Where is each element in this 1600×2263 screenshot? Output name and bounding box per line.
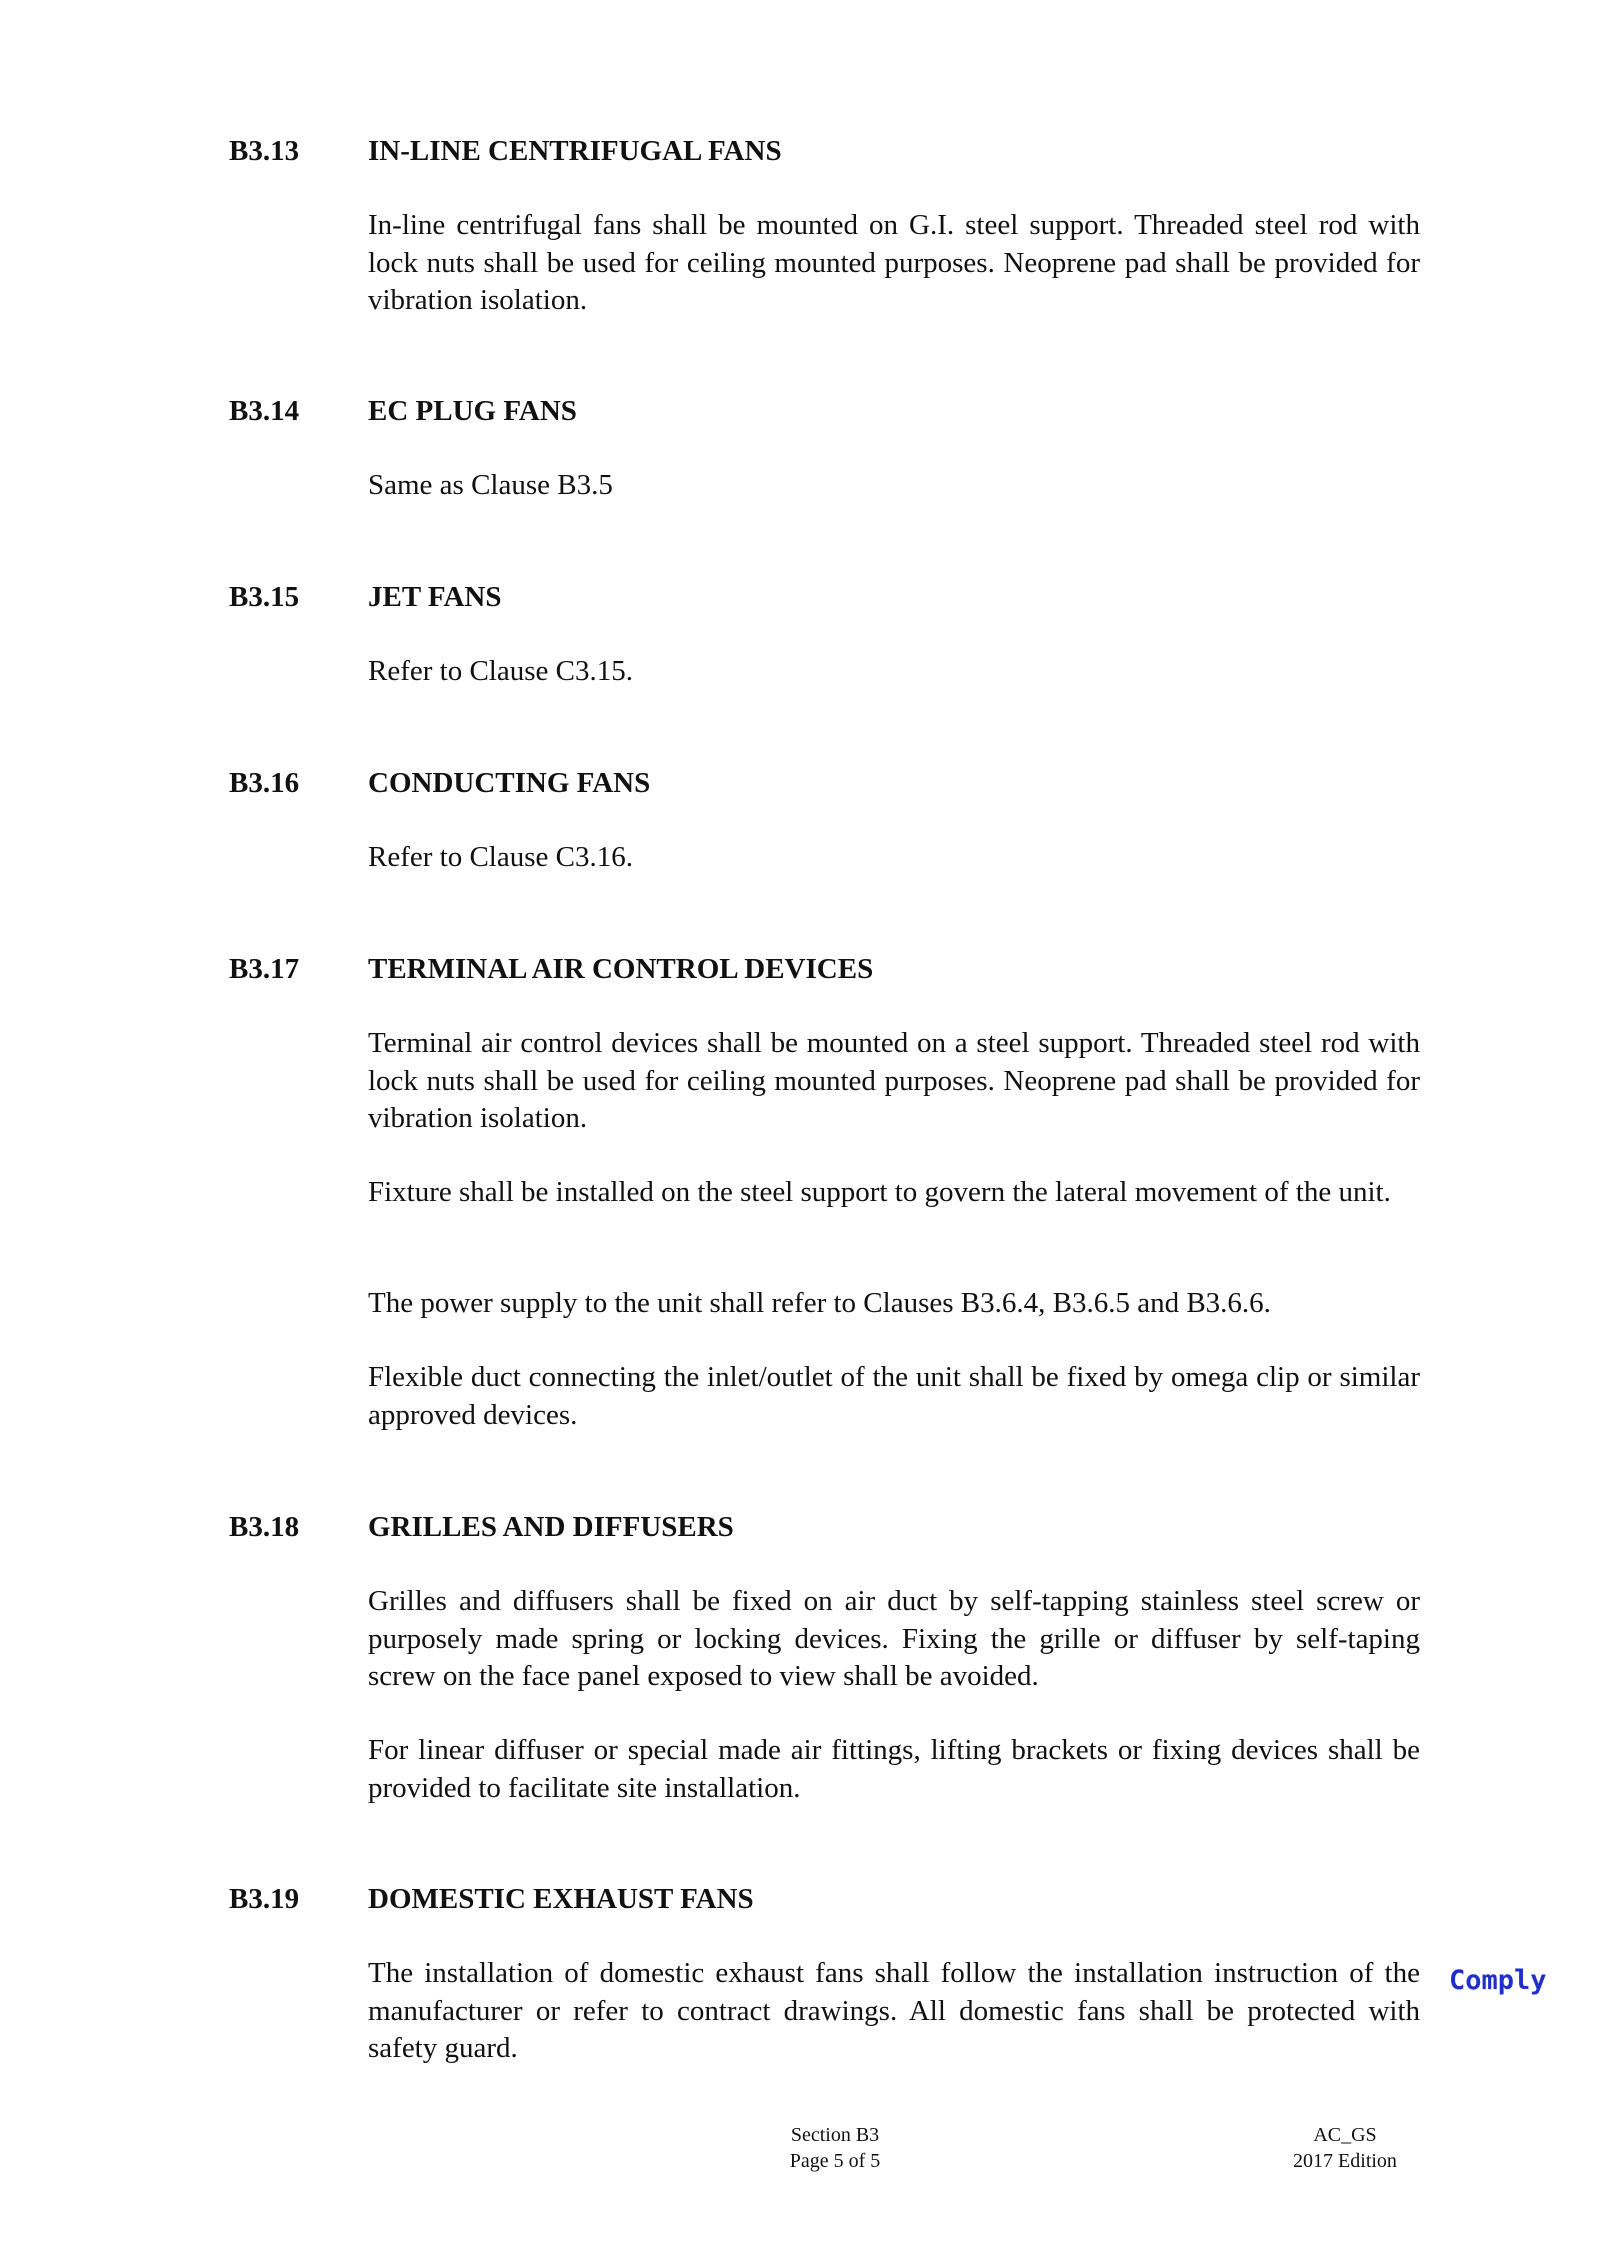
- section-number: B3.19: [229, 1883, 300, 1915]
- footer-edition: 2017 Edition: [1293, 2150, 1397, 2172]
- footer-section-label: Section B3: [790, 2124, 880, 2146]
- footer-doc-code: AC_GS: [1313, 2124, 1377, 2146]
- section-heading: EC PLUG FANS: [368, 395, 577, 427]
- section-heading: TERMINAL AIR CONTROL DEVICES: [368, 953, 874, 985]
- comply-annotation: Comply: [1449, 1965, 1547, 1996]
- section-number: B3.17: [229, 953, 300, 985]
- section-heading: DOMESTIC EXHAUST FANS: [368, 1883, 754, 1915]
- footer-page-number: Page 5 of 5: [789, 2150, 881, 2172]
- section-paragraph: The installation of domestic exhaust fans shall follow the installation instruction of the manufacturer or refer to contract drawings. All domestic fans shall be protected with safety guard.: [368, 1957, 1420, 2064]
- section-paragraph: Same as Clause B3.5: [368, 469, 613, 501]
- section-paragraph: Grilles and diffusers shall be fixed on air duct by self-tapping stainless steel screw or purposely made spring or locking devices. Fixing the grille or diffuser by self-taping screw on the face panel exposed to view shall be avoided.: [368, 1585, 1420, 1692]
- section-heading: CONDUCTING FANS: [368, 767, 651, 799]
- section-paragraph: In-line centrifugal fans shall be mounted on G.I. steel support. Threaded steel rod with lock nuts shall be used for ceiling mounted purposes. Neoprene pad shall be provided for vibration isolation.: [368, 209, 1420, 316]
- section-paragraph: Refer to Clause C3.15.: [368, 655, 633, 687]
- section-paragraph: Refer to Clause C3.16.: [368, 841, 633, 873]
- section-number: B3.14: [229, 395, 300, 427]
- section-paragraph: For linear diffuser or special made air fittings, lifting brackets or fixing devices shall be provided to facilitate site installation.: [368, 1734, 1420, 1804]
- footer-document-info: [1270, 2122, 1420, 2174]
- section-heading: IN-LINE CENTRIFUGAL FANS: [368, 135, 782, 167]
- section-paragraph: Flexible duct connecting the inlet/outlet of the unit shall be fixed by omega clip or similar approved devices.: [368, 1361, 1420, 1431]
- section-heading: GRILLES AND DIFFUSERS: [368, 1511, 734, 1543]
- section-paragraph: Fixture shall be installed on the steel support to govern the lateral movement of the unit.: [368, 1176, 1391, 1208]
- section-number: B3.18: [229, 1511, 300, 1543]
- section-paragraph: Terminal air control devices shall be mounted on a steel support. Threaded steel rod with lock nuts shall be used for ceiling mounted purposes. Neoprene pad shall be provided for vibration isolation.: [368, 1027, 1420, 1134]
- section-number: B3.15: [229, 581, 300, 613]
- section-number: B3.16: [229, 767, 300, 799]
- section-number: B3.13: [229, 135, 300, 167]
- footer-section: [770, 2122, 900, 2174]
- section-paragraph: The power supply to the unit shall refer to Clauses B3.6.4, B3.6.5 and B3.6.6.: [368, 1287, 1271, 1319]
- section-heading: JET FANS: [368, 581, 502, 613]
